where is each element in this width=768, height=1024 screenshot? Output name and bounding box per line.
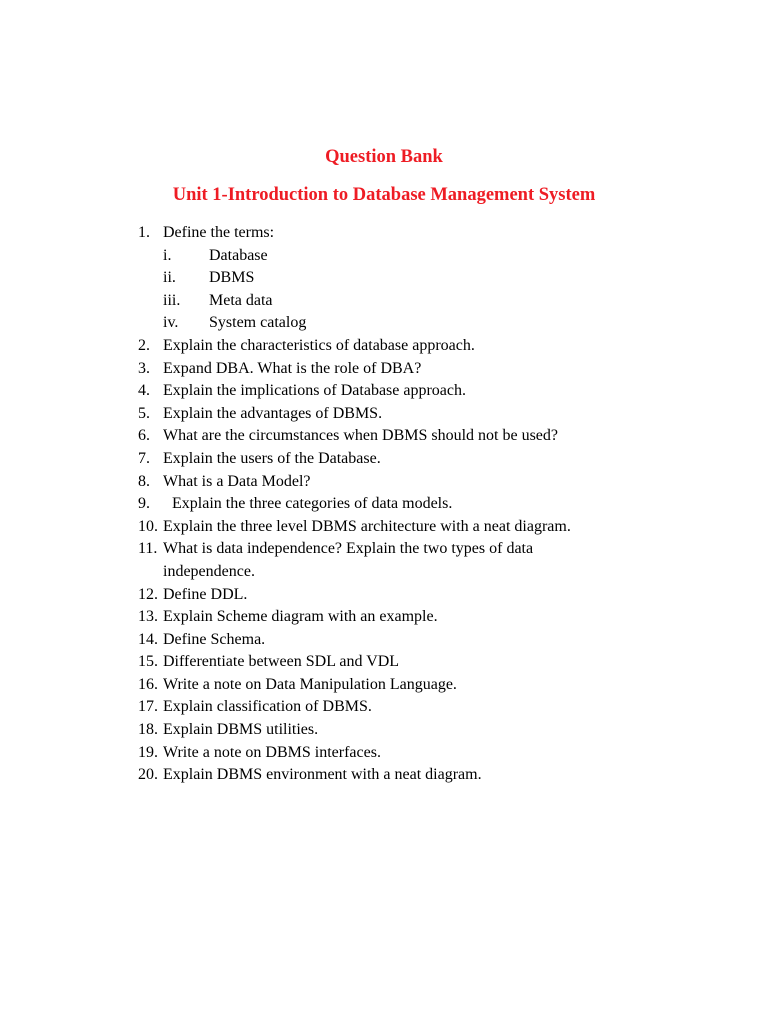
list-item	[0, 403, 768, 426]
list-item	[0, 651, 768, 674]
question-number: 7.	[138, 449, 150, 467]
question-number: 11.	[138, 540, 158, 558]
list-item	[0, 380, 768, 403]
question-number: 17.	[138, 698, 158, 716]
question-text: Differentiate between SDL and VDL	[163, 653, 400, 671]
question-text: Define DDL.	[163, 585, 248, 603]
sub-list-item	[0, 290, 768, 313]
sub-list-item	[0, 312, 768, 335]
question-number: 20.	[138, 766, 158, 784]
question-number: 9.	[138, 495, 150, 513]
question-text: Explain Scheme diagram with an example.	[163, 608, 438, 626]
list-item	[0, 584, 768, 607]
list-item	[0, 358, 768, 381]
document-subtitle: Unit 1-Introduction to Database Management System	[172, 185, 596, 205]
list-item	[0, 448, 768, 471]
list-item	[0, 696, 768, 719]
question-number: 18.	[138, 721, 158, 739]
question-text: Write a note on DBMS interfaces.	[163, 743, 381, 761]
list-item	[0, 222, 768, 245]
list-item-continuation	[0, 561, 768, 584]
subterm-text: DBMS	[209, 269, 255, 287]
question-text: Explain the characteristics of database approach.	[163, 336, 475, 354]
question-number: 12.	[138, 585, 158, 603]
question-number: 4.	[138, 382, 150, 400]
question-text: Explain the three categories of data models.	[172, 495, 453, 513]
question-text: Explain the advantages of DBMS.	[163, 404, 383, 422]
subterm-number: iv.	[163, 314, 179, 332]
subterm-text: System catalog	[209, 314, 307, 332]
list-item	[0, 335, 768, 358]
list-item	[0, 493, 768, 516]
question-number: 6.	[138, 427, 150, 445]
list-item	[0, 471, 768, 494]
list-item	[0, 764, 768, 787]
question-text: Explain the three level DBMS architecture with a neat diagram.	[163, 517, 571, 535]
question-text: Explain the users of the Database.	[163, 449, 381, 467]
question-number: 3.	[138, 359, 150, 377]
question-number: 16.	[138, 675, 158, 693]
list-item	[0, 742, 768, 765]
subterm-number: ii.	[163, 269, 176, 287]
list-item	[0, 629, 768, 652]
question-text-continuation: independence.	[163, 562, 255, 580]
list-item	[0, 516, 768, 539]
list-item	[0, 674, 768, 697]
question-number: 19.	[138, 743, 158, 761]
question-text: Explain classification of DBMS.	[163, 698, 372, 716]
subterm-text: Database	[209, 246, 268, 264]
question-number: 8.	[138, 472, 150, 490]
list-item	[0, 538, 768, 561]
question-number: 1.	[138, 224, 150, 241]
subterm-text: Meta data	[209, 291, 273, 309]
document-title: Question Bank	[325, 147, 443, 167]
question-text: Write a note on Data Manipulation Language.	[163, 675, 457, 693]
list-item	[0, 606, 768, 629]
subterm-number: i.	[163, 246, 172, 264]
question-number: 15.	[138, 653, 158, 671]
sub-list-item	[0, 267, 768, 290]
question-text: Define Schema.	[163, 630, 266, 648]
question-list	[0, 222, 768, 787]
question-text: Explain DBMS environment with a neat diagram.	[163, 766, 482, 784]
question-text: What is a Data Model?	[163, 472, 311, 490]
subterm-number: iii.	[163, 291, 181, 309]
question-number: 13.	[138, 608, 158, 626]
list-item	[0, 425, 768, 448]
question-text: Explain the implications of Database approach.	[163, 382, 467, 400]
question-number: 14.	[138, 630, 158, 648]
list-item	[0, 719, 768, 742]
question-text: What are the circumstances when DBMS should not be used?	[163, 427, 559, 445]
question-text: Define the terms:	[163, 224, 275, 241]
question-number: 2.	[138, 336, 150, 354]
question-number: 10.	[138, 517, 158, 535]
question-text: Expand DBA. What is the role of DBA?	[163, 359, 422, 377]
question-text: What is data independence? Explain the two types of data	[163, 540, 534, 558]
question-number: 5.	[138, 404, 150, 422]
sub-list-item	[0, 245, 768, 268]
question-text: Explain DBMS utilities.	[163, 721, 319, 739]
